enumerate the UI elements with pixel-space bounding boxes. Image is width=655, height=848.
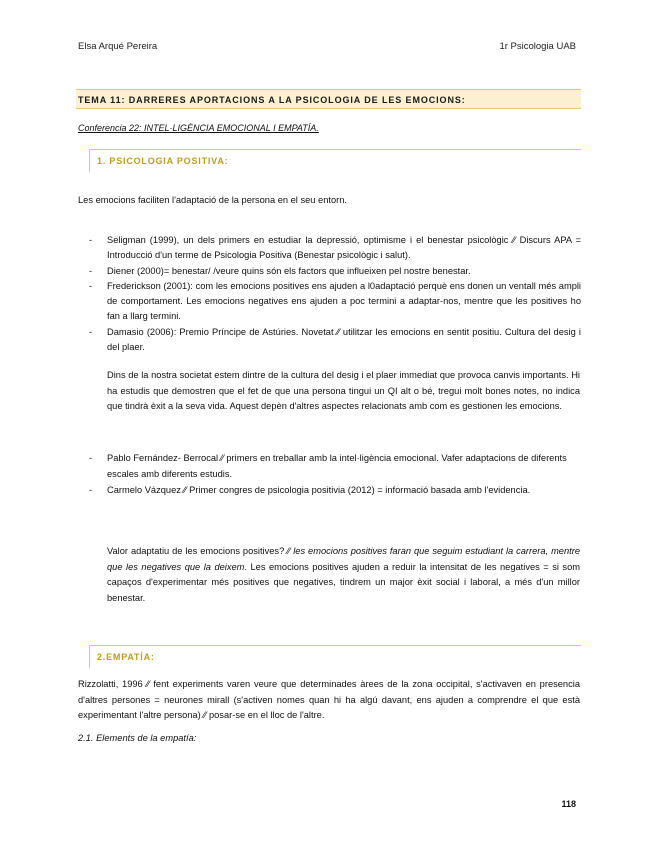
valor-prefix: Valor adaptatiu de les emocions positives? ⁄⁄: [107, 546, 294, 556]
valor-italic: les emocions positives faran que seguim estudiant la carrera, mentre que les negatives que la deixem: [107, 546, 580, 572]
header-course: 1r Psicologia UAB: [499, 41, 576, 52]
list-item: - Seligman (1999), un dels primers en estudiar la depressió, optimisme i el benestar psicològic ⁄⁄ Discurs APA = Introducció d'un terme de Psicologia Positiva (Benestar psicològic i salut).: [89, 233, 581, 264]
section-heading-psicologia-positiva: 1. PSICOLOGIA POSITIVA:: [89, 149, 581, 172]
valor-paragraph: [107, 544, 580, 606]
list-item: - Frederickson (2001): com les emocions positives ens ajuden a l0adaptació perquè ens donen un ventall més ampli de comportament. Les emocions negatives ens ajuden a poc termini a adaptar-nos, mentre que les positives ho fan a llarg termini.: [89, 279, 581, 325]
authors-list: [89, 233, 581, 355]
list-item: - Pablo Fernández- Berrocal ⁄⁄ primers en treballar amb la intel·ligència emocional. Vafer adaptacions de diferents escales amb diferents estudis.: [89, 450, 581, 482]
intro-paragraph: Les emocions faciliten l'adaptació de la persona en el seu entorn.: [78, 195, 347, 205]
conference-title: Conferencia 22: INTEL·LIGÈNCIA EMOCIONAL I EMPATÍA.: [78, 123, 319, 133]
section-heading-empatia: 2.EMPATÍA:: [89, 645, 581, 668]
tema-title: TEMA 11: DARRERES APORTACIONS A LA PSICOLOGIA DE LES EMOCIONS:: [76, 89, 581, 109]
page-number: 118: [561, 799, 576, 809]
valor-suffix: . Les emocions positives ajuden a reduir la intensitat de les negatives = si som capaços d'experimentar més positives que negatives, tindrem un major èxit social i laboral, a més d'un millor benestar.: [107, 561, 580, 603]
list-item: - Carmelo Vázquez ⁄⁄ Primer congres de psicologia positivia (2012) = informació basada amb l'evidencia.: [89, 482, 581, 498]
list-item: - Damasio (2006): Premio Príncipe de Astúries. Novetat ⁄⁄ utilitzar les emocions en sentit positiu. Cultura del desig i del plaer.: [89, 325, 581, 356]
list-item: - Diener (2000)= benestar/ /veure quins són els factors que influeixen pel nostre benestar.: [89, 264, 581, 279]
header-author: Elsa Arqué Pereira: [78, 41, 158, 52]
dins-paragraph: Dins de la nostra societat estem dintre de la cultura del desig i el plaer immediat que provoca canvis importants. Hi ha estudis que demostren que el fet de que una persona tingui un QI alt o bé, tregui molt bones notes, no indica que tindrà èxit a la seva vida. Aquest depèn d'altres aspectes relacionats amb com es gestionen les emocions.: [107, 370, 580, 412]
rizzolatti-paragraph: Rizzolatti, 1996 ⁄⁄ fent experiments varen veure que determinades àrees de la zona occipital, s'activaven en presencia d'altres persones = neurones mirall (s'activen nomes quan hi ha algú davant, ens ajuden a comprendre el que està experimentant l'altre persona) ⁄⁄ posar-se en el lloc de l'altre.: [78, 679, 580, 721]
subheading-elements: 2.1. Elements de la empatía:: [78, 733, 197, 743]
authors-list-2: [89, 450, 581, 498]
